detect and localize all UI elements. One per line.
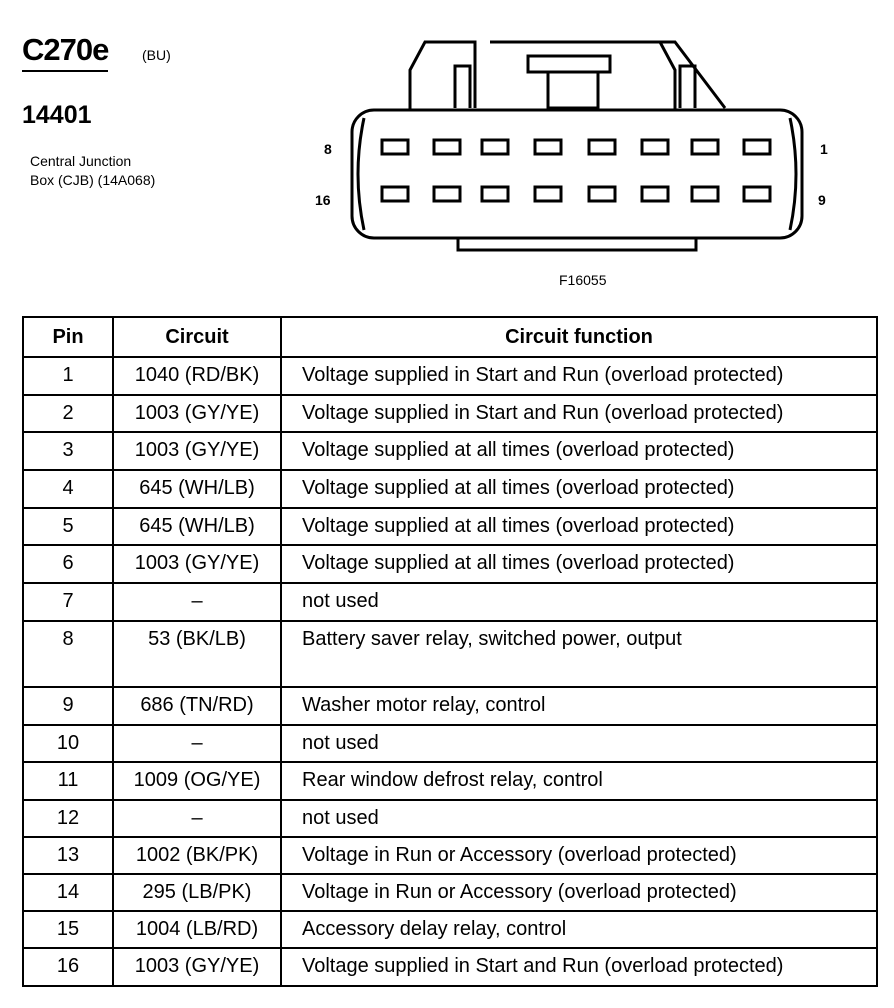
table-row [23,948,877,986]
pin-cell: 12 [23,800,113,837]
description-line-1: Central Junction [30,153,132,169]
pin-cell: 14 [23,874,113,911]
table-row [23,874,877,911]
circuit-cell: 1002 (BK/PK) [113,837,281,874]
circuit-cell: 645 (WH/LB) [113,470,281,508]
function-column-header: Circuit function [281,317,877,357]
pin-cell: 16 [23,948,113,986]
pin-label-9: 9 [818,192,826,208]
latch-button [528,56,610,72]
pinout-table [22,316,878,987]
table-row [23,911,877,948]
circuit-cell: 1003 (GY/YE) [113,432,281,470]
pin-cell: 13 [23,837,113,874]
circuit-cell: – [113,583,281,621]
function-cell: Voltage supplied in Start and Run (overload protected) [281,395,877,432]
connector-face-diagram [330,30,810,260]
circuit-cell: 1003 (GY/YE) [113,395,281,432]
table-row [23,470,877,508]
circuit-cell: 686 (TN/RD) [113,687,281,725]
function-cell: Voltage supplied at all times (overload protected) [281,470,877,508]
pin-label-16: 16 [315,192,331,208]
function-cell: Voltage supplied at all times (overload protected) [281,432,877,470]
part-number: 14401 [22,101,92,129]
function-cell: Voltage in Run or Accessory (overload protected) [281,837,877,874]
circuit-column-header: Circuit [113,317,281,357]
pin-cell: 8 [23,621,113,687]
circuit-cell: 645 (WH/LB) [113,508,281,545]
circuit-cell: – [113,800,281,837]
pin-cell: 1 [23,357,113,395]
function-cell: Washer motor relay, control [281,687,877,725]
connector-latch [410,42,475,110]
function-cell: Accessory delay relay, control [281,911,877,948]
circuit-cell: – [113,725,281,762]
pin-cell: 10 [23,725,113,762]
circuit-cell: 1040 (RD/BK) [113,357,281,395]
table-row [23,395,877,432]
connector-id: C270e [22,32,108,72]
pin-cell: 6 [23,545,113,583]
table-row [23,725,877,762]
function-cell: Battery saver relay, switched power, output [281,621,877,687]
pin-cell: 11 [23,762,113,800]
table-row [23,687,877,725]
component-description [30,152,155,190]
pin-cell: 5 [23,508,113,545]
table-row [23,508,877,545]
function-cell: Voltage supplied in Start and Run (overload protected) [281,948,877,986]
pin-cell: 3 [23,432,113,470]
pin-column-header: Pin [23,317,113,357]
pin-label-1: 1 [820,141,828,157]
table-row [23,837,877,874]
circuit-cell: 1003 (GY/YE) [113,545,281,583]
table-row [23,762,877,800]
function-cell: not used [281,725,877,762]
table-row [23,357,877,395]
circuit-cell: 1004 (LB/RD) [113,911,281,948]
table-row [23,800,877,837]
table-row [23,583,877,621]
table-row [23,621,877,687]
color-code: (BU) [142,47,171,63]
figure-id: F16055 [559,272,607,288]
function-cell: Voltage in Run or Accessory (overload protected) [281,874,877,911]
circuit-cell: 53 (BK/LB) [113,621,281,687]
function-cell: Voltage supplied at all times (overload protected) [281,545,877,583]
connector-body [352,110,802,238]
function-cell: Voltage supplied in Start and Run (overload protected) [281,357,877,395]
pin-cell: 15 [23,911,113,948]
connector-header [22,32,171,72]
pin-cell: 4 [23,470,113,508]
circuit-cell: 1003 (GY/YE) [113,948,281,986]
circuit-cell: 295 (LB/PK) [113,874,281,911]
pin-cell: 7 [23,583,113,621]
description-line-2: Box (CJB) (14A068) [30,172,156,188]
function-cell: Rear window defrost relay, control [281,762,877,800]
pin-label-8: 8 [324,141,332,157]
function-cell: not used [281,800,877,837]
table-row [23,432,877,470]
pin-cell: 9 [23,687,113,725]
table-row [23,545,877,583]
circuit-cell: 1009 (OG/YE) [113,762,281,800]
pin-cell: 2 [23,395,113,432]
table-header-row [23,317,877,357]
function-cell: not used [281,583,877,621]
function-cell: Voltage supplied at all times (overload protected) [281,508,877,545]
